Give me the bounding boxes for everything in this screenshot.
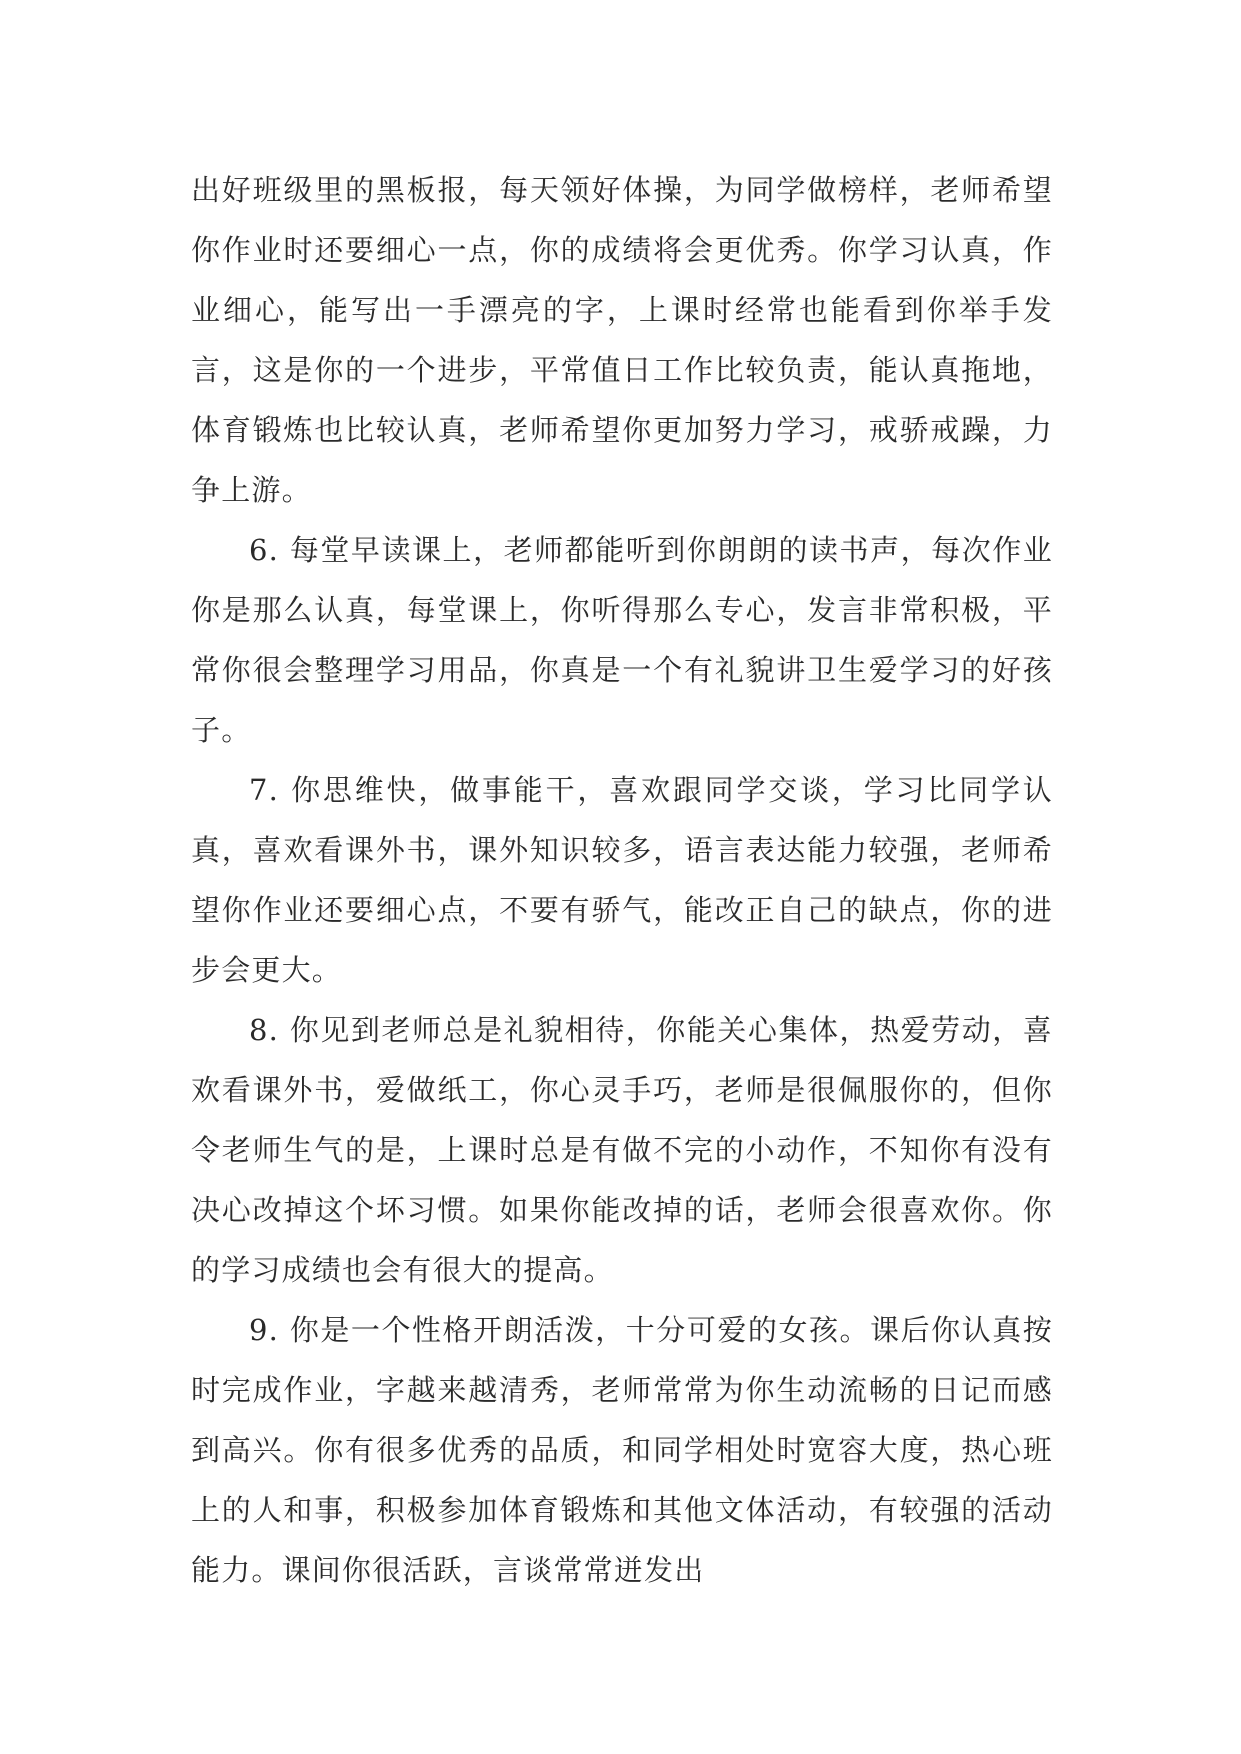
paragraph-item-6: 6. 每堂早读课上，老师都能听到你朗朗的读书声，每次作业你是那么认真，每堂课上，你听得那么专心，发言非常积极，平常你很会整理学习用品，你真是一个有礼貌讲卫生爱学习的好孩子。 [191,533,1053,747]
paragraph-item-7: 7. 你思维快，做事能干，喜欢跟同学交谈，学习比同学认真，喜欢看课外书，课外知识较多，语言表达能力较强，老师希望你作业还要细心点，不要有骄气，能改正自己的缺点，你的进步会更大。 [191,773,1053,987]
paragraph-item-9: 9. 你是一个性格开朗活泼，十分可爱的女孩。课后你认真按时完成作业，字越来越清秀，老师常常为你生动流畅的日记而感到高兴。你有很多优秀的品质，和同学相处时宽容大度，热心班上的人和事，积极参加体育锻炼和其他文体活动，有较强的活动能力。课间你很活跃，言谈常常迸发出 [191,1313,1053,1587]
document-body [191,160,1053,1600]
paragraph-continuation: 出好班级里的黑板报，每天领好体操，为同学做榜样，老师希望你作业时还要细心一点，你的成绩将会更优秀。你学习认真，作业细心，能写出一手漂亮的字，上课时经常也能看到你举手发言，这是你的一个进步，平常值日工作比较负责，能认真拖地，体育锻炼也比较认真，老师希望你更加努力学习，戒骄戒躁，力争上游。 [191,173,1053,507]
paragraph-item-8: 8. 你见到老师总是礼貌相待，你能关心集体，热爱劳动，喜欢看课外书，爱做纸工，你心灵手巧，老师是很佩服你的，但你令老师生气的是，上课时总是有做不完的小动作，不知你有没有决心改掉这个坏习惯。如果你能改掉的话，老师会很喜欢你。你的学习成绩也会有很大的提高。 [191,1013,1053,1287]
